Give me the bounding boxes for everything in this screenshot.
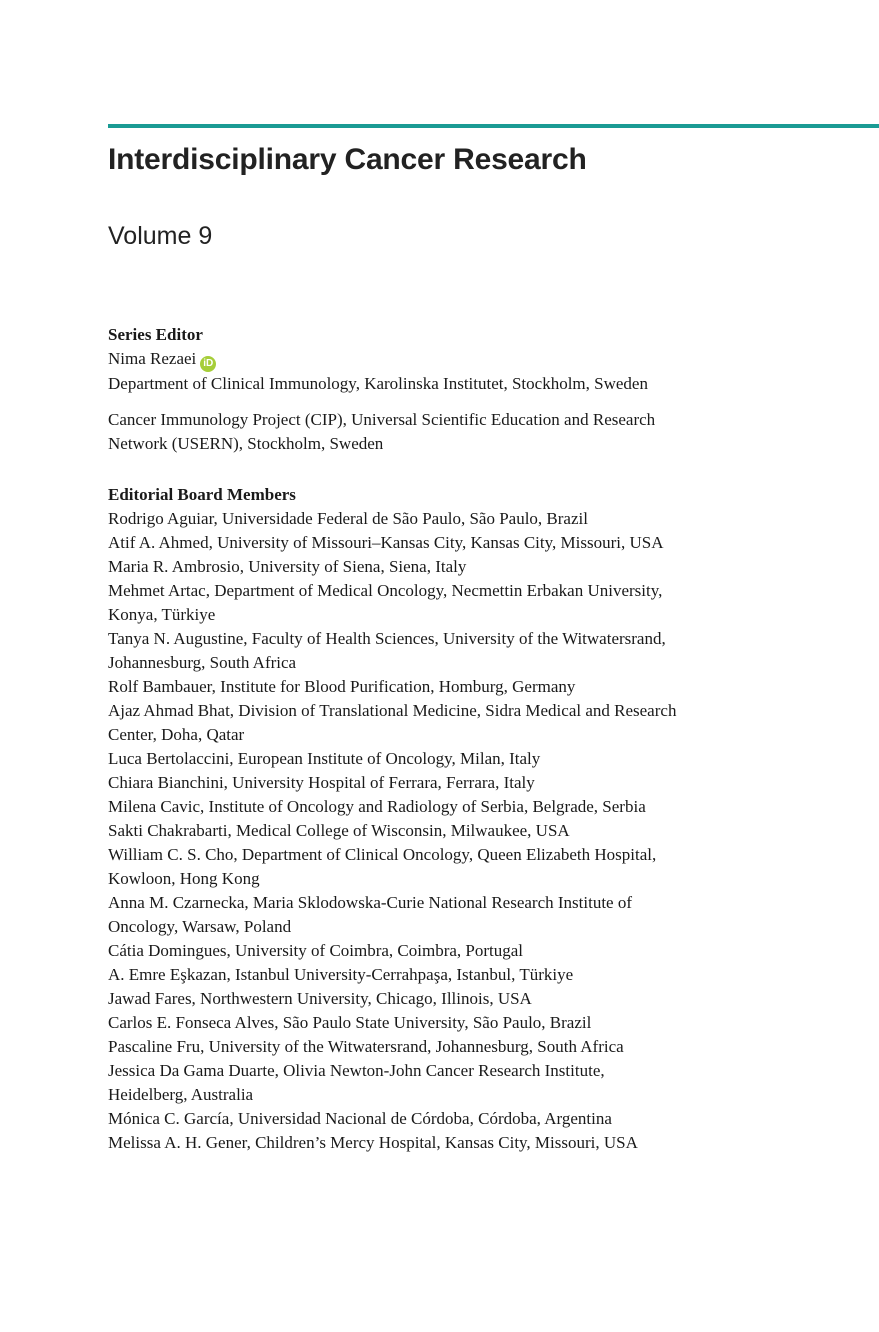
editorial-board-line: Maria R. Ambrosio, University of Siena, Siena, Italy [108, 557, 467, 576]
editorial-board-line: Mehmet Artac, Department of Medical Oncology, Necmettin Erbakan University, [108, 581, 663, 600]
header-rule [108, 124, 879, 128]
series-editor-label: Series Editor [108, 325, 203, 344]
editorial-board-line: Rodrigo Aguiar, Universidade Federal de São Paulo, São Paulo, Brazil [108, 509, 588, 528]
series-editor-affiliation-2-line: Cancer Immunology Project (CIP), Universal Scientific Education and Research [108, 410, 656, 429]
orcid-icon[interactable]: iD [200, 356, 216, 372]
series-editor-affiliation-2-line: Network (USERN), Stockholm, Sweden [108, 434, 384, 453]
editorial-board-line: Atif A. Ahmed, University of Missouri–Kansas City, Kansas City, Missouri, USA [108, 533, 664, 552]
editorial-board-line: William C. S. Cho, Department of Clinical Oncology, Queen Elizabeth Hospital, [108, 845, 657, 864]
editorial-board-line: Luca Bertolaccini, European Institute of Oncology, Milan, Italy [108, 749, 541, 768]
series-title: Interdisciplinary Cancer Research [108, 143, 587, 176]
editorial-board-line: Center, Doha, Qatar [108, 725, 245, 744]
editorial-board-line: Oncology, Warsaw, Poland [108, 917, 292, 936]
editorial-board-line: Chiara Bianchini, University Hospital of Ferrara, Ferrara, Italy [108, 773, 535, 792]
series-editor-affiliation-1: Department of Clinical Immunology, Karolinska Institutet, Stockholm, Sweden [108, 374, 648, 393]
editorial-board-line: Jawad Fares, Northwestern University, Chicago, Illinois, USA [108, 989, 532, 1008]
editorial-board-line: Johannesburg, South Africa [108, 653, 297, 672]
editorial-board-line: Cátia Domingues, University of Coimbra, Coimbra, Portugal [108, 941, 524, 960]
volume-label: Volume 9 [108, 222, 213, 250]
editorial-board-line: Carlos E. Fonseca Alves, São Paulo State University, São Paulo, Brazil [108, 1013, 592, 1032]
editorial-board-section [108, 483, 808, 1155]
editorial-board-line: Pascaline Fru, University of the Witwatersrand, Johannesburg, South Africa [108, 1037, 624, 1056]
series-editor-section [108, 323, 808, 456]
editorial-board-line: Anna M. Czarnecka, Maria Sklodowska-Curie National Research Institute of [108, 893, 633, 912]
editorial-board-line: A. Emre Eşkazan, Istanbul University-Cerrahpaşa, Istanbul, Türkiye [108, 965, 574, 984]
editorial-board-line: Heidelberg, Australia [108, 1085, 254, 1104]
editorial-board-line: Konya, Türkiye [108, 605, 216, 624]
editorial-board-line: Kowloon, Hong Kong [108, 869, 260, 888]
series-editor-name-row [108, 347, 808, 372]
editorial-board-list [108, 507, 808, 1155]
editorial-board-line: Mónica C. García, Universidad Nacional de Córdoba, Córdoba, Argentina [108, 1109, 612, 1128]
series-editor-name: Nima Rezaei [108, 349, 197, 368]
editorial-board-line: Jessica Da Gama Duarte, Olivia Newton-John Cancer Research Institute, [108, 1061, 605, 1080]
editorial-board-line: Milena Cavic, Institute of Oncology and Radiology of Serbia, Belgrade, Serbia [108, 797, 646, 816]
editorial-board-line: Tanya N. Augustine, Faculty of Health Sciences, University of the Witwatersrand, [108, 629, 666, 648]
editorial-board-label: Editorial Board Members [108, 485, 296, 504]
editorial-board-line: Sakti Chakrabarti, Medical College of Wisconsin, Milwaukee, USA [108, 821, 570, 840]
editorial-board-line: Ajaz Ahmad Bhat, Division of Translational Medicine, Sidra Medical and Research [108, 701, 677, 720]
editorial-board-line: Melissa A. H. Gener, Children’s Mercy Hospital, Kansas City, Missouri, USA [108, 1133, 638, 1152]
editorial-board-line: Rolf Bambauer, Institute for Blood Purification, Homburg, Germany [108, 677, 576, 696]
